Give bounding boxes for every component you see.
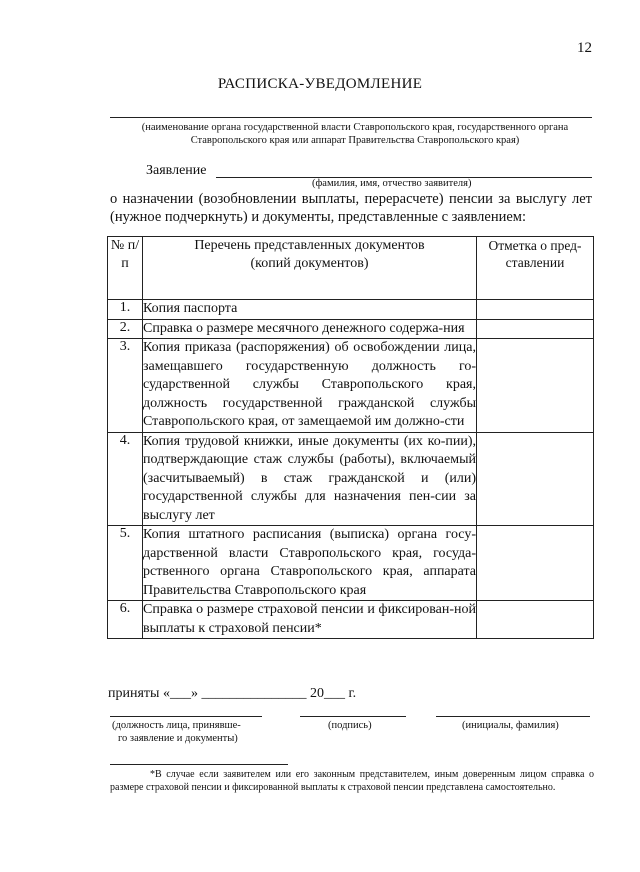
- header-list-line-1: Перечень представленных документов: [194, 238, 425, 253]
- row-mark-cell[interactable]: [477, 432, 594, 526]
- row-mark-cell[interactable]: [477, 526, 594, 601]
- table-row: [108, 432, 594, 526]
- position-signature-line: [110, 716, 262, 717]
- table-row: [108, 339, 594, 433]
- signature-line: [300, 716, 406, 717]
- row-number: 5.: [108, 526, 143, 601]
- header-number: № п/п: [108, 237, 143, 300]
- organ-caption-line-1: (наименование органа государственной власти Ставропольского края, государственного органа: [141, 122, 569, 133]
- page-title: РАСПИСКА-УВЕДОМЛЕНИЕ: [217, 76, 423, 92]
- row-document: Копия трудовой книжки, иные документы (их ко-пии), подтверждающие стаж службы (работы), включаемый (засчитываемый) в стаж гражданской и (или) государственной службы для назначения пен-сии за выслугу лет: [143, 432, 477, 526]
- accepted-date-line: приняты «___» _______________ 20___ г.: [108, 686, 357, 701]
- header-list-line-2: (копий документов): [250, 256, 369, 271]
- initials-caption: (инициалы, фамилия): [462, 720, 559, 731]
- row-number: 6.: [108, 601, 143, 639]
- row-mark-cell[interactable]: [477, 319, 594, 339]
- footnote-text: *В случае если заявителем или его законным представителем, иным доверенным лицом справка о размере страховой пенсии и фиксированной выплаты к страховой пенсии представлена самостоятельно.: [110, 769, 594, 793]
- row-mark-cell[interactable]: [477, 300, 594, 320]
- position-caption-line-2: го заявление и документы): [118, 733, 238, 744]
- row-mark-cell[interactable]: [477, 339, 594, 433]
- row-number: 3.: [108, 339, 143, 433]
- position-caption-line-1: (должность лица, принявше-: [112, 720, 241, 731]
- table-row: [108, 319, 594, 339]
- row-document: Справка о размере месячного денежного содержа-ния: [143, 319, 477, 339]
- organ-name-line: [110, 117, 592, 118]
- signature-caption: (подпись): [328, 720, 372, 731]
- row-document: Справка о размере страховой пенсии и фиксирован-ной выплаты к страховой пенсии*: [143, 601, 477, 639]
- header-documents-list: [143, 237, 477, 300]
- row-number: 1.: [108, 300, 143, 320]
- position-caption: [112, 719, 241, 745]
- organ-caption-line-2: Ставропольского края или аппарат Правительства Ставропольского края): [190, 135, 520, 146]
- row-document: Копия штатного расписания (выписка) органа госу-дарственной власти Ставропольского края, госуда-рственного органа Ставропольского края, аппарата Правительства Ставропольского края: [143, 526, 477, 601]
- table-row: [108, 300, 594, 320]
- row-number: 2.: [108, 319, 143, 339]
- table-row: [108, 601, 594, 639]
- row-number: 4.: [108, 432, 143, 526]
- page-number: 12: [577, 40, 592, 56]
- table-header-row: [108, 237, 594, 300]
- header-mark: Отметка о пред-ставлении: [477, 237, 594, 300]
- applicant-name-caption: (фамилия, имя, отчество заявителя): [312, 178, 472, 189]
- organ-name-caption: [110, 121, 600, 147]
- initials-signature-line: [436, 716, 590, 717]
- intro-text: о назначении (возобновлении выплаты, перерасчете) пенсии за выслугу лет (нужное подчеркнуть) и документы, представленные с заявлением:: [110, 191, 592, 225]
- footnote-separator: [110, 764, 288, 765]
- row-mark-cell[interactable]: [477, 601, 594, 639]
- row-document: Копия паспорта: [143, 300, 477, 320]
- row-document: Копия приказа (распоряжения) об освобождении лица, замещавшего государственную должность го-сударственной службы Ставропольского края, должность государственной гражданской службы Ставропольского края, от замещаемой им должно-сти: [143, 339, 477, 433]
- statement-label: Заявление: [146, 163, 207, 178]
- table-row: [108, 526, 594, 601]
- documents-table: [107, 236, 594, 639]
